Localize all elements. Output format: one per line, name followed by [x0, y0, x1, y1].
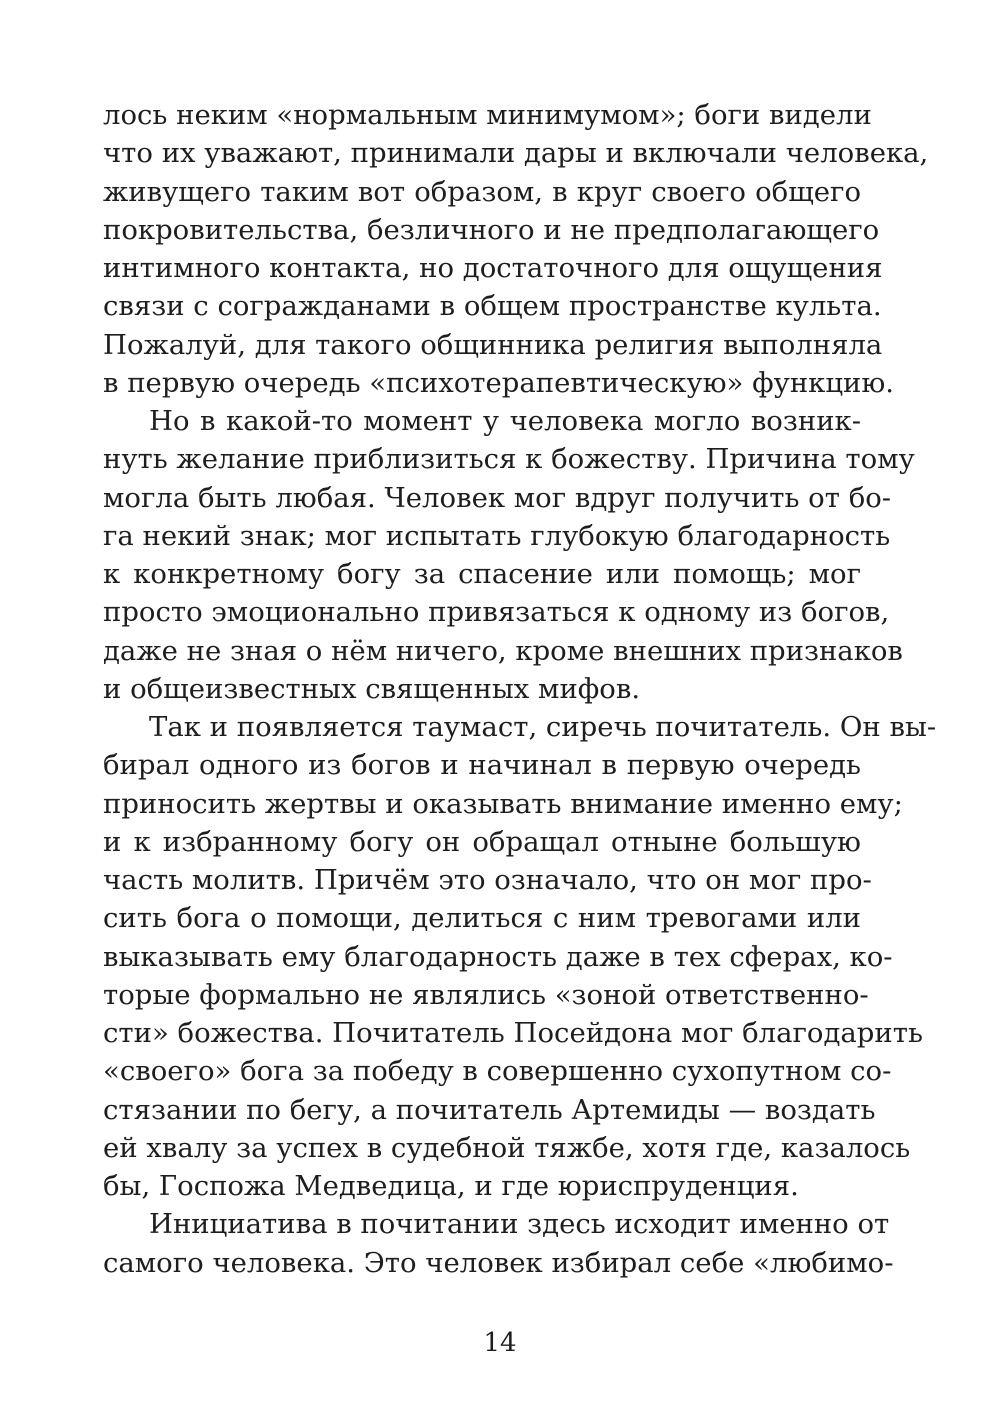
text-line: самого человека. Это человек избирал себе «любимо-: [103, 1246, 894, 1279]
text-line: часть молитв. Причём это означало, что он мог про-: [103, 864, 872, 896]
paragraph-first-line: Но в какой-то момент у человека могло возник-: [149, 405, 861, 437]
body-text: [103, 96, 937, 1282]
text-line: даже не зная о нём ничего, кроме внешних признаков: [103, 634, 903, 667]
text-line: связи с согражданами в общем пространстве культа.: [103, 290, 882, 323]
text-line: бы, Госпожа Медведица, и где юриспруденция.: [103, 1170, 799, 1202]
text-line: живущего таким вот образом, в круг своего общего: [103, 175, 861, 208]
text-line: в первую очередь «психотерапевтическую» функцию.: [103, 366, 895, 399]
paragraph-first-line: Инициатива в почитании здесь исходит именно от: [149, 1208, 890, 1241]
text-line: нуть желание приблизиться к божеству. Причина тому: [103, 443, 915, 476]
text-line: бирал одного из богов и начинал в первую очередь: [103, 749, 861, 782]
text-line: сти» божества. Почитатель Посейдона мог благодарить: [103, 1017, 923, 1049]
text-line: интимного контакта, но достаточного для ощущения: [103, 252, 883, 284]
text-line: «своего» бога за победу в совершенно сухопутном со-: [103, 1055, 892, 1088]
text-line: и к избранному богу он обращал отныне большую: [103, 825, 861, 858]
text-line: и общеизвестных священных мифов.: [103, 672, 641, 705]
text-line: что их уважают, принимали дары и включали человека,: [103, 137, 929, 170]
paragraph-first-line: Так и появляется таумаст, сиречь почитатель. Он вы-: [149, 711, 937, 743]
text-line: к конкретному богу за спасение или помощь; мог: [103, 558, 861, 590]
text-line: просто эмоционально привязаться к одному из богов,: [103, 596, 890, 629]
page-number: 14: [483, 1328, 517, 1358]
text-line: сить бога о помощи, делиться с ним тревогами или: [103, 902, 861, 935]
text-line: га некий знак; мог испытать глубокую благодарность: [103, 519, 891, 552]
text-line: ей хвалу за успех в судебной тяжбе, хотя где, казалось: [103, 1131, 911, 1164]
text-line: выказывать ему благодарность даже в тех сферах, ко-: [103, 940, 893, 973]
text-line: могла быть любая. Человек мог вдруг получить от бо-: [103, 481, 892, 514]
text-line: Пожалуй, для такого общинника религия выполняла: [103, 328, 883, 361]
text-line: покровительства, безличного и не предполагающего: [103, 213, 880, 246]
text-line: приносить жертвы и оказывать внимание именно ему;: [103, 787, 903, 820]
text-line: стязании по бегу, а почитатель Артемиды — воздать: [103, 1093, 876, 1126]
text-line: лось неким «нормальным минимумом»; боги видели: [103, 99, 872, 131]
text-line: торые формально не являлись «зоной ответственно-: [103, 978, 869, 1011]
